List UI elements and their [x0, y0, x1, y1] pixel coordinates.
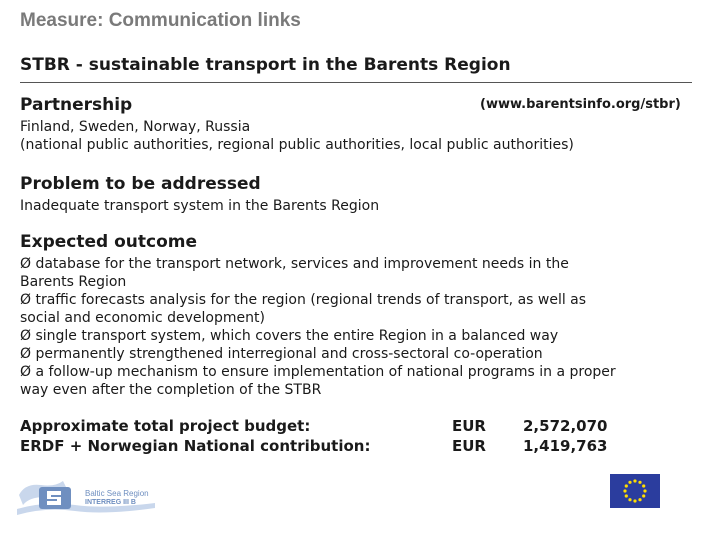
outcome-line: Ø database for the transport network, services and improvement needs in the	[20, 256, 569, 272]
title-divider	[20, 82, 692, 83]
budget-currency: EUR	[452, 437, 486, 455]
eu-flag-icon	[610, 474, 660, 508]
outcome-line: Ø single transport system, which covers the entire Region in a balanced way	[20, 328, 559, 344]
outcome-line: Barents Region	[20, 274, 127, 290]
problem-heading: Problem to be addressed	[20, 174, 261, 194]
budget-label: Approximate total project budget:	[20, 417, 311, 435]
budget-currency: EUR	[452, 417, 486, 435]
problem-text: Inadequate transport system in the Barents Region	[20, 198, 380, 214]
eu-stars-icon	[610, 474, 660, 508]
project-title: STBR - sustainable transport in the Barents Region	[20, 55, 511, 75]
partnership-authorities: (national public authorities, regional public authorities, local public authorities)	[20, 137, 574, 153]
outcome-line: way even after the completion of the STBR	[20, 382, 322, 398]
outcome-line: Ø a follow-up mechanism to ensure implementation of national programs in a proper	[20, 364, 616, 380]
expected-outcome-heading: Expected outcome	[20, 232, 198, 252]
partnership-countries: Finland, Sweden, Norway, Russia	[20, 119, 251, 135]
measure-title: Measure: Communication links	[20, 10, 301, 31]
budget-value: 2,572,070	[523, 417, 608, 435]
budget-label: ERDF + Norwegian National contribution:	[20, 437, 371, 455]
expected-outcome-list	[20, 255, 710, 399]
outcome-line: social and economic development)	[20, 310, 265, 326]
logo-subtext: INTERREG III B	[85, 499, 136, 506]
budget-value: 1,419,763	[523, 437, 608, 455]
baltic-sea-region-logo	[15, 475, 165, 525]
outcome-line: Ø permanently strengthened interregional and cross-sectoral co-operation	[20, 346, 543, 362]
outcome-line: Ø traffic forecasts analysis for the region (regional trends of transport, as well as	[20, 292, 587, 308]
partnership-heading: Partnership	[20, 95, 133, 115]
logo-text: Baltic Sea Region	[85, 489, 149, 498]
partnership-url[interactable]: (www.barentsinfo.org/stbr)	[480, 97, 681, 112]
